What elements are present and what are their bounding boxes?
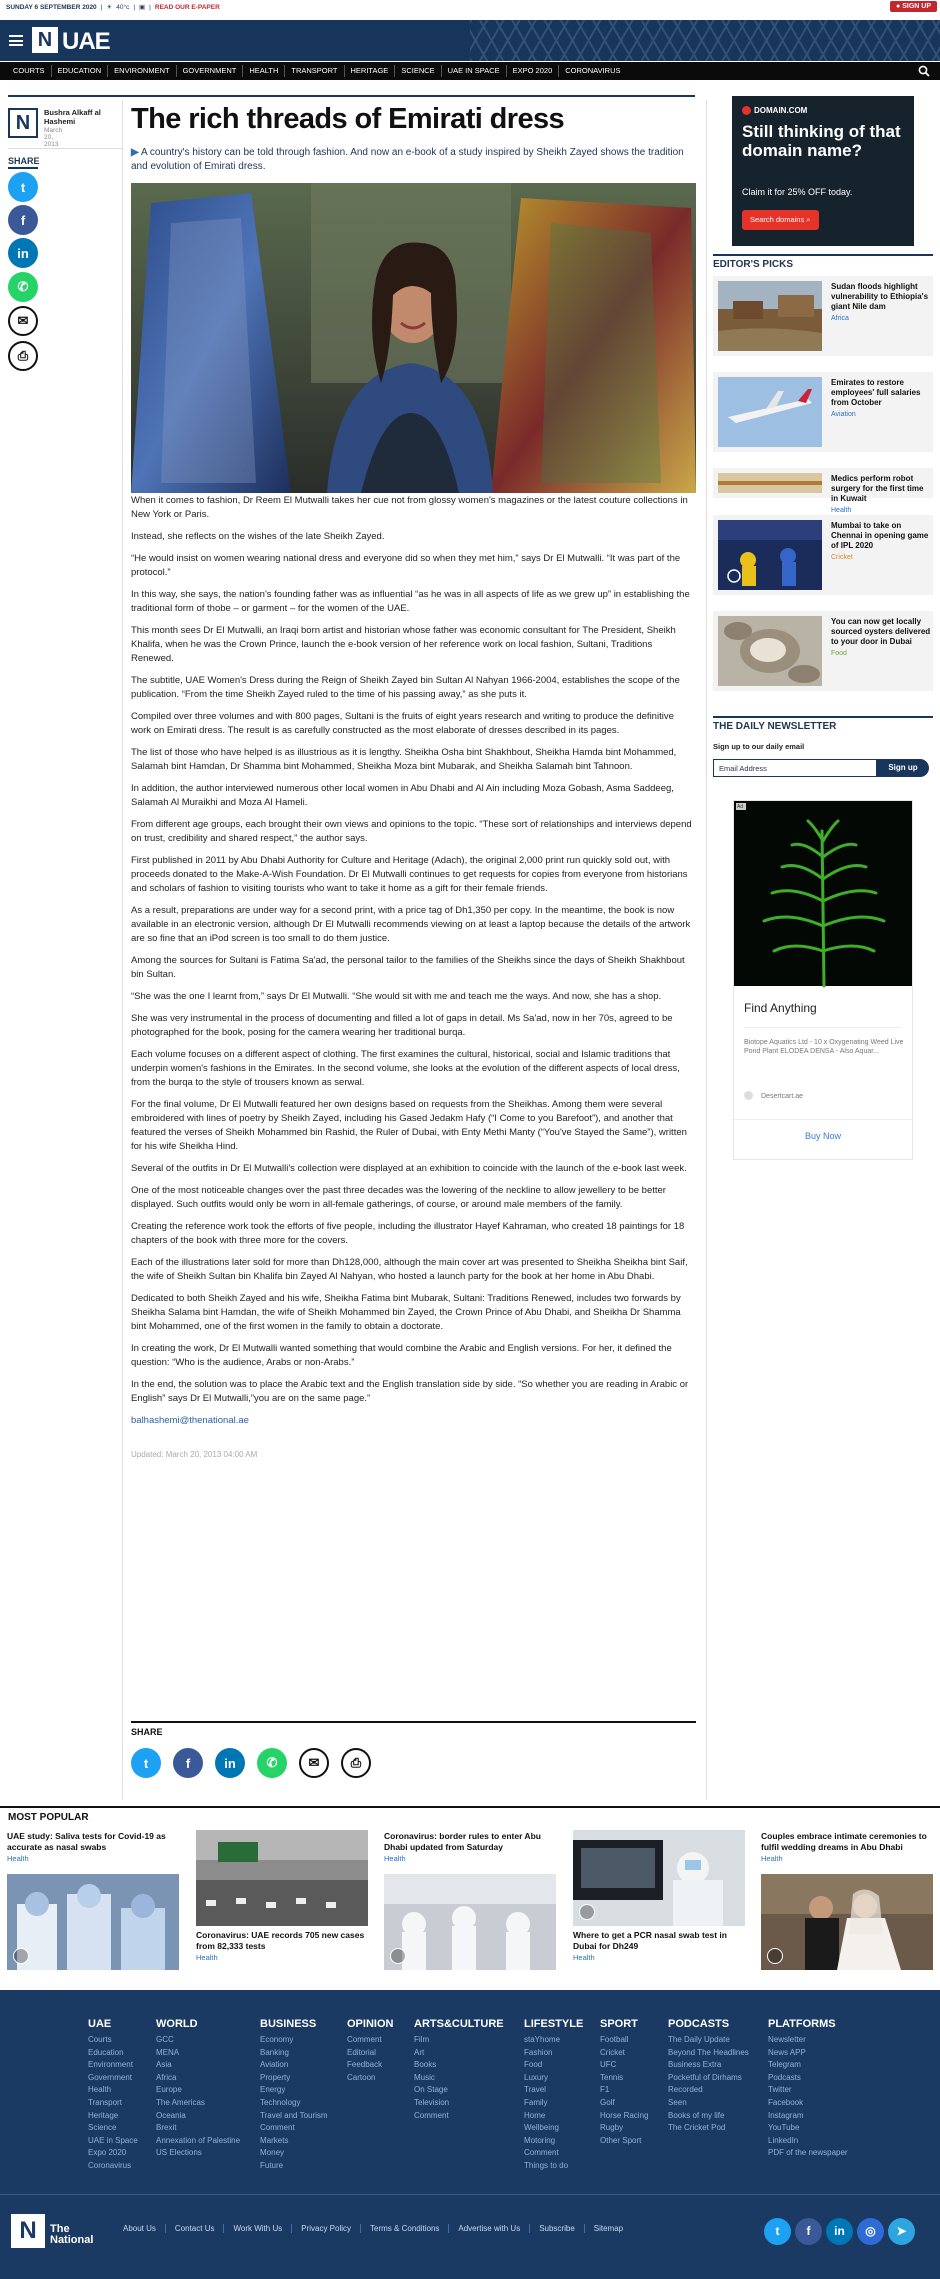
search-domains-button[interactable] (742, 210, 819, 230)
footer-link[interactable]: Economy (260, 2035, 294, 2044)
body-paragraph: Each of the illustrations later sold for more than Dh128,000, although the main cover art was presented to Sheikha Sheikha bint Saif, the wife of Sheikh Sultan bin Khalifa bin Zayed Al Nahyan, who hosted a launch party for the book at her home in Abu Dhabi. (131, 1257, 688, 1282)
footer-link[interactable]: Rugby (600, 2123, 624, 2133)
footer-link-subscribe[interactable]: Subscribe (529, 2224, 584, 2233)
footer-link[interactable]: Technology (260, 2097, 301, 2107)
footer-link[interactable]: Instagram (768, 2110, 804, 2120)
pick-title[interactable]: Mumbai to take on Chennai in opening game of IPL 2020 (831, 521, 929, 550)
share-label: SHARE (8, 156, 40, 166)
nav-item-courts[interactable]: COURTS (7, 65, 52, 77)
footer-link[interactable]: staYhome (524, 2035, 561, 2044)
footer-link[interactable]: Music (414, 2072, 435, 2082)
footer-link[interactable]: Transport (88, 2097, 122, 2107)
popular-title[interactable]: Coronavirus: UAE records 705 new cases from 82,333 tests (196, 1930, 365, 1951)
body-paragraph: The list of those who have helped is as illustrious as it is lengthy. Sheikha Osha bint Shakhbout, Sheikha Hamda bint Mohammed, Salamah bint Hamdan, Dr Shamma bint Mohammed, Sheikha Moza bint Mubarak, and Sheikha Salamah bint Tahnoon. (131, 747, 677, 772)
twitter-share-icon[interactable]: t (131, 1748, 161, 1778)
body-paragraph: Compiled over three volumes and with 800 pages, Sultani is the fruits of eight years research and writing to produce the definitive work on Emirati dress. The result is as carefully constructed as the most elaborate of dresses described in its pages. (131, 711, 674, 736)
popular-title[interactable]: Where to get a PCR nasal swab test in Dubai for Dh249 (573, 1930, 727, 1951)
footer-link[interactable]: Expo 2020 (88, 2148, 127, 2158)
popular-category[interactable]: Health (573, 1953, 595, 1962)
footer-column-title[interactable]: UAE (88, 2018, 112, 2030)
pick-thumbnail (718, 473, 822, 493)
footer-link[interactable]: Fashion (524, 2047, 553, 2057)
footer-link[interactable]: Motoring (524, 2135, 556, 2145)
ad-brand-text: DOMAIN.COM (754, 106, 808, 115)
footer-link[interactable]: Comment (260, 2123, 295, 2133)
editors-pick-item[interactable] (713, 515, 933, 595)
user-icon: ● (896, 3, 901, 10)
popular-thumbnail[interactable] (384, 1874, 556, 1970)
footer-column (156, 2018, 240, 2160)
footer-link[interactable]: Wellbeing (524, 2123, 559, 2133)
editors-pick-item[interactable] (713, 611, 933, 691)
popular-category[interactable]: Health (761, 1854, 783, 1863)
footer-link[interactable]: Tennis (600, 2072, 624, 2082)
footer-link[interactable]: Comment (347, 2035, 382, 2044)
ad-brand (742, 106, 807, 115)
footer-link[interactable]: Beyond The Headlines (668, 2047, 749, 2057)
footer-link[interactable]: YouTube (768, 2123, 800, 2133)
footer-link[interactable]: Art (414, 2047, 425, 2057)
footer-link[interactable]: Courts (88, 2035, 112, 2044)
editors-picks-title: EDITOR'S PICKS (713, 254, 933, 270)
footer-link[interactable]: Comment (414, 2110, 449, 2120)
ad-cta-label: Search domains (750, 215, 805, 224)
footer-link[interactable]: Podcasts (768, 2072, 801, 2082)
footer-link[interactable]: UAE in Space (88, 2135, 138, 2145)
footer-link[interactable]: Coronavirus (88, 2160, 132, 2170)
menu-icon[interactable] (9, 35, 23, 46)
article-standfirst (131, 146, 696, 174)
search-icon[interactable] (918, 65, 930, 77)
nav-item-health[interactable]: HEALTH (243, 65, 285, 77)
footer-link[interactable]: Facebook (768, 2097, 804, 2107)
footer-link[interactable]: Brexit (156, 2123, 177, 2133)
editors-pick-item[interactable] (713, 468, 933, 514)
footer-link[interactable]: PDF of the newspaper (768, 2148, 848, 2158)
section-logo[interactable]: UAE (62, 28, 110, 55)
footer-column (524, 2018, 583, 2173)
body-paragraph: As a result, preparations are under way for a second print, with a price tag of Dh1,350 per copy. In the meantime, the book is now available in an electronic version, although Dr El Mutwalli recommends viewing on at least a laptop because the details of the artwork are so fine that an iPod screen is too small to do them justice. (131, 905, 691, 944)
popular-item[interactable] (7, 1831, 179, 1863)
nav-item-coronavirus[interactable]: CORONAVIRUS (565, 66, 621, 75)
footer-link[interactable]: US Elections (156, 2148, 202, 2158)
footer-link[interactable]: Telegram (768, 2060, 801, 2070)
footer-link[interactable]: Government (88, 2072, 133, 2082)
footer-column-title[interactable]: ARTS&CULTURE (414, 2018, 504, 2030)
body-paragraph: First published in 2011 by Abu Dhabi Authority for Culture and Heritage (Adach), the original 2,000 print run quickly sold out, with proceeds donated to the Make-A-Wish Foundation. Dr El Mutwalli continues to get requests for copies from everyone from historians and scholars of fashion to visiting tourists who want to take it home as a gift for their female friends. (131, 855, 688, 894)
footer-link[interactable]: Money (260, 2148, 285, 2158)
footer-column (668, 2018, 749, 2135)
popular-category[interactable]: Health (7, 1854, 29, 1863)
popular-category[interactable]: Health (196, 1953, 218, 1962)
footer-link[interactable]: Science (88, 2123, 117, 2133)
domain-ad[interactable] (732, 96, 914, 246)
footer-link[interactable]: The Cricket Pod (668, 2123, 726, 2133)
body-paragraph: One of the most noticeable changes over the past three decades was the lowering of the neckline to allow jewellery to be better displayed. Such outfits would only be worn in all-female gatherings, of course, or around male members of the family. (131, 1185, 666, 1210)
footer-brand[interactable]: The National (50, 2223, 94, 2246)
arrow-icon: ▶ (131, 147, 139, 158)
facebook-share-icon[interactable]: f (8, 205, 38, 235)
newsletter-signup-button[interactable]: Sign up (877, 759, 929, 777)
footer-link[interactable]: Health (88, 2085, 112, 2095)
camera-icon (390, 1948, 406, 1964)
footer-link[interactable]: Luxury (524, 2072, 549, 2082)
body-paragraph: From different age groups, each brought their own views and opinions to the topic. “These sort of relationships and interviews depend on trust, credibility and shared respect,” the author says. (131, 819, 692, 844)
pick-title[interactable]: You can now get locally sourced oysters delivered to your door in Dubai (831, 617, 931, 646)
footer-link[interactable]: Cricket (600, 2047, 625, 2057)
hero-photo (131, 183, 696, 493)
footer-link[interactable]: Newsletter (768, 2035, 806, 2044)
print-share-icon[interactable]: ⎙ (341, 1748, 371, 1778)
nav-item-science[interactable]: SCIENCE (395, 65, 441, 77)
ad-claim: Claim it for 25% OFF today. (742, 187, 853, 197)
nav-item-heritage[interactable]: HERITAGE (345, 65, 396, 77)
footer-link[interactable]: Africa (156, 2072, 177, 2082)
body-paragraph: Each volume focuses on a different aspect of clothing. The first examines the cultural, historical, social and Islamic traditions that underpin women's fashions in the Emirates. In the second volume, she looks at the evolution of the different aspects of local dress, from the burqa to the style of trousers known as serwal. (131, 1049, 680, 1088)
ad2-description: Biotope Aquatics Ltd - 10 x Oxygenating Weed Live Pond Plant ELODEA DENSA - Also Aquar... (744, 1039, 904, 1055)
ad-headline: Still thinking of that domain name? (742, 122, 901, 160)
popular-title[interactable]: Couples embrace intimate ceremonies to fulfil wedding dreams in Abu Dhabi (761, 1831, 927, 1852)
footer-link[interactable]: Aviation (260, 2060, 289, 2070)
ad2-site[interactable]: Desertcart.ae (761, 1093, 804, 1100)
footer-link[interactable]: Property (260, 2072, 291, 2082)
footer-link[interactable]: Travel and Tourism (260, 2110, 328, 2120)
pick-title[interactable]: Sudan floods highlight vulnerability to Ethiopia's giant Nile dam (831, 282, 929, 311)
footer-link[interactable]: Markets (260, 2135, 289, 2145)
publish-date: March 20, 2013 (44, 127, 63, 148)
footer-link-about[interactable]: About Us (123, 2224, 156, 2233)
footer-column (414, 2018, 504, 2122)
footer-link[interactable]: Seen (668, 2097, 687, 2107)
pick-category[interactable]: Food (831, 650, 847, 657)
linkedin-share-icon[interactable]: in (215, 1748, 245, 1778)
footer-link[interactable]: Future (260, 2160, 284, 2170)
footer-link[interactable]: Business Extra (668, 2060, 722, 2070)
footer-link[interactable]: Home (524, 2110, 546, 2120)
body-paragraph: Instead, she reflects on the wishes of the late Sheikh Zayed. (131, 531, 385, 542)
most-popular-title: MOST POPULAR (8, 1812, 89, 1823)
footer-column-title[interactable]: PLATFORMS (768, 2018, 836, 2030)
footer-link-sitemap[interactable]: Sitemap (584, 2224, 632, 2233)
telegram-icon[interactable]: ➤ (888, 2218, 915, 2245)
top-utility-bar: SUNDAY 6 SEPTEMBER 2020 | ☀ 40°c | ▣ | READ OUR E-PAPER ● SIGN UP (0, 0, 940, 14)
footer-link[interactable]: Television (414, 2097, 450, 2107)
sign-up-button[interactable] (890, 1, 937, 12)
footer-column-title[interactable]: BUSINESS (260, 2018, 317, 2030)
weather-icon: ☀ (106, 4, 113, 11)
camera-icon (767, 1948, 783, 1964)
pick-category[interactable]: Cricket (831, 554, 853, 561)
body-paragraph: In addition, the author interviewed numerous other local women in Abu Dhabi and Al Ain including Moza Gobash, Asma Saddeeg, Salamah Al Muraikhi and Moza Al Hameli. (131, 783, 674, 808)
footer-link[interactable]: LinkedIn (768, 2135, 799, 2145)
popular-title[interactable]: UAE study: Saliva tests for Covid-19 as accurate as nasal swabs (7, 1831, 166, 1852)
body-paragraph: Creating the reference work took the efforts of five people, including the illustrator Hayef Kahraman, who created 18 paintings for 18 chapters of the book with three more for the covers. (131, 1221, 685, 1246)
author-email-link[interactable]: balhashemi@thenational.ae (131, 1415, 249, 1426)
footer-link[interactable]: Oceania (156, 2110, 186, 2120)
footer-link[interactable]: Pocketful of Dirhams (668, 2072, 742, 2082)
ad-label: Ad (737, 804, 744, 810)
footer-link[interactable]: Editorial (347, 2047, 376, 2057)
body-paragraph: “She was the one I learnt from,” says Dr El Mutwalli. “She would sit with me and teach me the ways. And now, she has a shop. (131, 991, 662, 1002)
newsletter-subtitle: Sign up to our daily email (713, 742, 805, 751)
weather-label: 40°c (116, 3, 130, 11)
whatsapp-share-icon[interactable]: ✆ (257, 1748, 287, 1778)
author-name[interactable]: Bushra Alkaff al Hashemi (44, 108, 101, 126)
body-paragraph: In this way, she says, the nation's founding father was as influential “as he was in all aspects of life as we grew up” in establishing the traditional form of thobe – or garment – for the women of the UAE. (131, 589, 690, 614)
body-paragraph: For the final volume, Dr El Mutwalli featured her own designs based on requests from the Sheikhas. Among them were several embroidered with lines of poetry by Sheikh Zayed, including his Gased Jedakm Hafy (“I Come to you Barefoot”), and another that featured the verses of Sheikh Mohammed bin Rashid, the Ruler of Dubai, with Enty Methi Manty (“You've Stayed the Same”), written for his wife Sheikha Hind. (131, 1099, 687, 1152)
pick-thumbnail (718, 281, 822, 351)
popular-item[interactable] (761, 1831, 933, 1863)
pick-thumbnail (718, 520, 822, 590)
body-paragraph: Among the sources for Sultani is Fatima Sa'ad, the personal tailor to the families of the Sheikhs since the days of Sheikh Shakhbout bin Sultan. (131, 955, 685, 980)
section-nav (0, 62, 940, 80)
newsletter-title: THE DAILY NEWSLETTER (713, 716, 933, 732)
article-headline: The rich threads of Emirati dress (131, 103, 565, 135)
footer-link[interactable]: F1 (600, 2085, 610, 2095)
nav-item-uae-in-space[interactable]: UAE IN SPACE (442, 65, 507, 77)
footer-column-title[interactable]: WORLD (156, 2018, 198, 2030)
footer-link[interactable]: UFC (600, 2060, 617, 2070)
article-body (131, 494, 696, 1470)
footer-link[interactable]: Feedback (347, 2060, 383, 2070)
buy-now-button[interactable]: Buy Now (804, 1131, 841, 1141)
body-paragraph: This month sees Dr El Mutwalli, an Iraqi born artist and historian whose father was economic consultant for The President, Sheikh Khalifa, when he was the Crown Prince, launch the e-book version of her reference work on local fashion, Sultani, Traditions Renewed. (131, 625, 676, 664)
footer-link-work[interactable]: Work With Us (223, 2224, 291, 2233)
footer-column (600, 2018, 648, 2147)
body-paragraph: In the end, the solution was to place the Arabic text and the English translation side by side. “So whether you are reading in Arabic or English” says Dr El Mutwalli,”you are on the same page.” (131, 1379, 689, 1404)
pick-title[interactable]: Emirates to restore employees' full salaries from October (831, 378, 921, 407)
nav-item-expo-2020[interactable]: EXPO 2020 (507, 65, 560, 77)
nav-item-government[interactable]: GOVERNMENT (177, 65, 244, 77)
footer-link[interactable]: News APP (768, 2047, 806, 2057)
whatsapp-share-icon[interactable]: ✆ (8, 272, 38, 302)
footer-link[interactable]: The Daily Update (668, 2035, 730, 2044)
footer-link[interactable]: Energy (260, 2085, 286, 2095)
nav-item-education[interactable]: EDUCATION (52, 65, 109, 77)
footer-link[interactable]: Books of my life (668, 2110, 725, 2120)
footer-link[interactable]: Education (88, 2047, 124, 2057)
body-paragraph: When it comes to fashion, Dr Reem El Mutwalli takes her cue not from glossy women's magazines or the latest couture collections in New York or Paris. (131, 495, 688, 520)
body-paragraph: “He would insist on women wearing national dress and everyone did so when they met him,” says Dr El Mutwalli. “It was part of the protocol.” (131, 553, 681, 578)
footer-link[interactable]: Environment (88, 2060, 133, 2070)
footer-column-title[interactable]: OPINION (347, 2018, 394, 2030)
footer-link[interactable]: Books (414, 2060, 437, 2070)
body-paragraph: The subtitle, UAE Women's Dress during the Reign of Sheikh Zayed bin Sultan Al Nahyan 1966-2004, establishes the scope of the publication. “From the time Sheikh Zayed ruled to the time of his passing away,” as she puts it. (131, 675, 680, 700)
search-icon: ⌕ (806, 215, 811, 224)
footer-column (260, 2018, 328, 2173)
linkedin-share-icon[interactable]: in (8, 238, 38, 268)
body-paragraph: Dedicated to both Sheikh Zayed and his wife, Sheikha Fatima bint Mubarak, Sultani: Traditions Renewed, includes two forwards by Sheikha Salama bint Hamdan, the wife of Sheikh Mohammed bin Zayed, the Crown Prince of Abu Dhabi, and Sheikha Dr Shamma bint Mohammed, one of the first women in the family to obtain a doctorate. (131, 1293, 681, 1332)
facebook-share-icon[interactable]: f (173, 1748, 203, 1778)
footer-link[interactable]: Recorded (668, 2085, 703, 2095)
twitter-icon[interactable]: t (764, 2218, 791, 2245)
body-paragraph: In creating the work, Dr El Mutwalli wanted something that would combine the Arabic and English versions. For her, it defined the question: “Who is the audience, Arabs or non-Arabs.” (131, 1343, 672, 1368)
author-avatar[interactable]: N (8, 108, 38, 138)
domain-logo-icon (742, 106, 751, 115)
footer-column-title[interactable]: PODCASTS (668, 2018, 730, 2030)
footer-link[interactable]: Annexation of Palestine (156, 2135, 241, 2145)
footer-link[interactable]: Banking (260, 2047, 289, 2057)
footer-link[interactable]: Family (524, 2097, 548, 2107)
camera-icon (13, 1948, 29, 1964)
instagram-icon[interactable]: ◎ (857, 2218, 884, 2245)
editors-pick-item[interactable] (713, 276, 933, 356)
popular-category[interactable]: Health (384, 1854, 406, 1863)
ad-image (734, 801, 912, 986)
pick-title[interactable]: Medics perform robot surgery for the first time in Kuwait (831, 474, 924, 503)
bottom-share-label: SHARE (131, 1727, 163, 1737)
email-share-icon[interactable]: ✉ (8, 306, 38, 336)
popular-thumbnail[interactable] (761, 1874, 933, 1970)
ad2-title[interactable]: Find Anything (744, 1001, 817, 1015)
footer-column-title[interactable]: SPORT (600, 2018, 638, 2030)
body-paragraph: She was very instrumental in the process of documenting and filled a lot of gaps in detail. Ms Sa'ad, now in her 70s, agreed to be photographed for the book, posing for the camera wearing her traditional burqa. (131, 1013, 673, 1038)
footer-link[interactable]: Film (414, 2035, 430, 2044)
standfirst-text: A country's history can be told through fashion. And now an e-book of a study inspired by Sheikh Zayed shows the tradition and evolution of Emirati dress. (131, 147, 684, 172)
popular-thumbnail[interactable] (7, 1874, 179, 1970)
footer-link[interactable]: Twitter (768, 2085, 792, 2095)
linkedin-icon[interactable]: in (826, 2218, 853, 2245)
footer-column (768, 2018, 848, 2160)
pick-category[interactable]: Health (831, 507, 852, 514)
footer-link[interactable]: Golf (600, 2097, 615, 2107)
footer-link[interactable]: Europe (156, 2085, 182, 2095)
pick-thumbnail (718, 616, 822, 686)
footer-link[interactable]: The Americas (156, 2097, 205, 2107)
footer-link[interactable]: Travel (524, 2085, 546, 2095)
date-label: SUNDAY 6 SEPTEMBER 2020 (6, 3, 97, 11)
nav-item-transport[interactable]: TRANSPORT (285, 65, 344, 77)
hero-image[interactable] (131, 183, 696, 493)
footer-link-privacy[interactable]: Privacy Policy (291, 2224, 360, 2233)
editors-pick-item[interactable] (713, 372, 933, 452)
footer-link[interactable]: Cartoon (347, 2072, 376, 2082)
footer-link-advertise[interactable]: Advertise with Us (448, 2224, 529, 2233)
email-share-icon[interactable]: ✉ (299, 1748, 329, 1778)
footer-link[interactable]: Heritage (88, 2110, 119, 2120)
footer-link[interactable]: Other Sport (600, 2135, 642, 2145)
popular-item[interactable] (196, 1830, 368, 1962)
nav-item-environment[interactable]: ENVIRONMENT (108, 65, 176, 77)
national-footer-logo-icon[interactable]: N (11, 2214, 45, 2248)
sign-up-label: SIGN UP (902, 3, 931, 10)
site-icon (744, 1091, 753, 1100)
camera-icon (579, 1904, 595, 1920)
footer-link[interactable]: GCC (156, 2035, 174, 2044)
footer-column (347, 2018, 393, 2084)
popular-title[interactable]: Coronavirus: border rules to enter Abu Dhabi updated from Saturday (384, 1831, 541, 1852)
footer-link-contact[interactable]: Contact Us (165, 2224, 224, 2233)
epaper-icon[interactable]: ▣ (139, 4, 146, 11)
pick-thumbnail (718, 377, 822, 447)
footer-link[interactable]: Food (524, 2060, 543, 2070)
footer-link[interactable]: MENA (156, 2047, 180, 2057)
footer-link[interactable]: Comment (524, 2148, 559, 2158)
footer-link[interactable]: Football (600, 2035, 629, 2044)
footer-links (114, 2224, 632, 2233)
footer-link[interactable]: Horse Racing (600, 2110, 649, 2120)
newsletter-email-input[interactable]: Email Address (713, 759, 877, 777)
author-block (8, 108, 101, 148)
footer-link[interactable]: Things to do (524, 2160, 569, 2170)
print-share-icon[interactable]: ⎙ (8, 341, 38, 371)
national-logo-icon[interactable]: N (32, 27, 58, 53)
body-paragraph: Several of the outfits in Dr El Mutwalli's collection were displayed at an exhibition to coincide with the launch of the e-book last week. (131, 1163, 687, 1174)
updated-timestamp: Updated: March 20, 2013 04:00 AM (131, 1450, 258, 1459)
footer-column (88, 2018, 138, 2173)
footer-column-title[interactable]: LIFESTYLE (524, 2018, 584, 2030)
pick-category[interactable]: Aviation (831, 411, 856, 418)
footer-link-terms[interactable]: Terms & Conditions (360, 2224, 448, 2233)
footer-link[interactable]: Asia (156, 2060, 172, 2070)
pick-category[interactable]: Africa (831, 315, 849, 322)
twitter-share-icon[interactable]: t (8, 172, 38, 202)
popular-item[interactable] (384, 1831, 556, 1863)
facebook-icon[interactable]: f (795, 2218, 822, 2245)
site-header (0, 20, 940, 61)
epaper-link[interactable]: READ OUR E-PAPER (154, 3, 220, 11)
footer-link[interactable]: On Stage (414, 2085, 448, 2095)
popular-item[interactable] (573, 1830, 745, 1962)
product-ad[interactable] (733, 800, 913, 1160)
